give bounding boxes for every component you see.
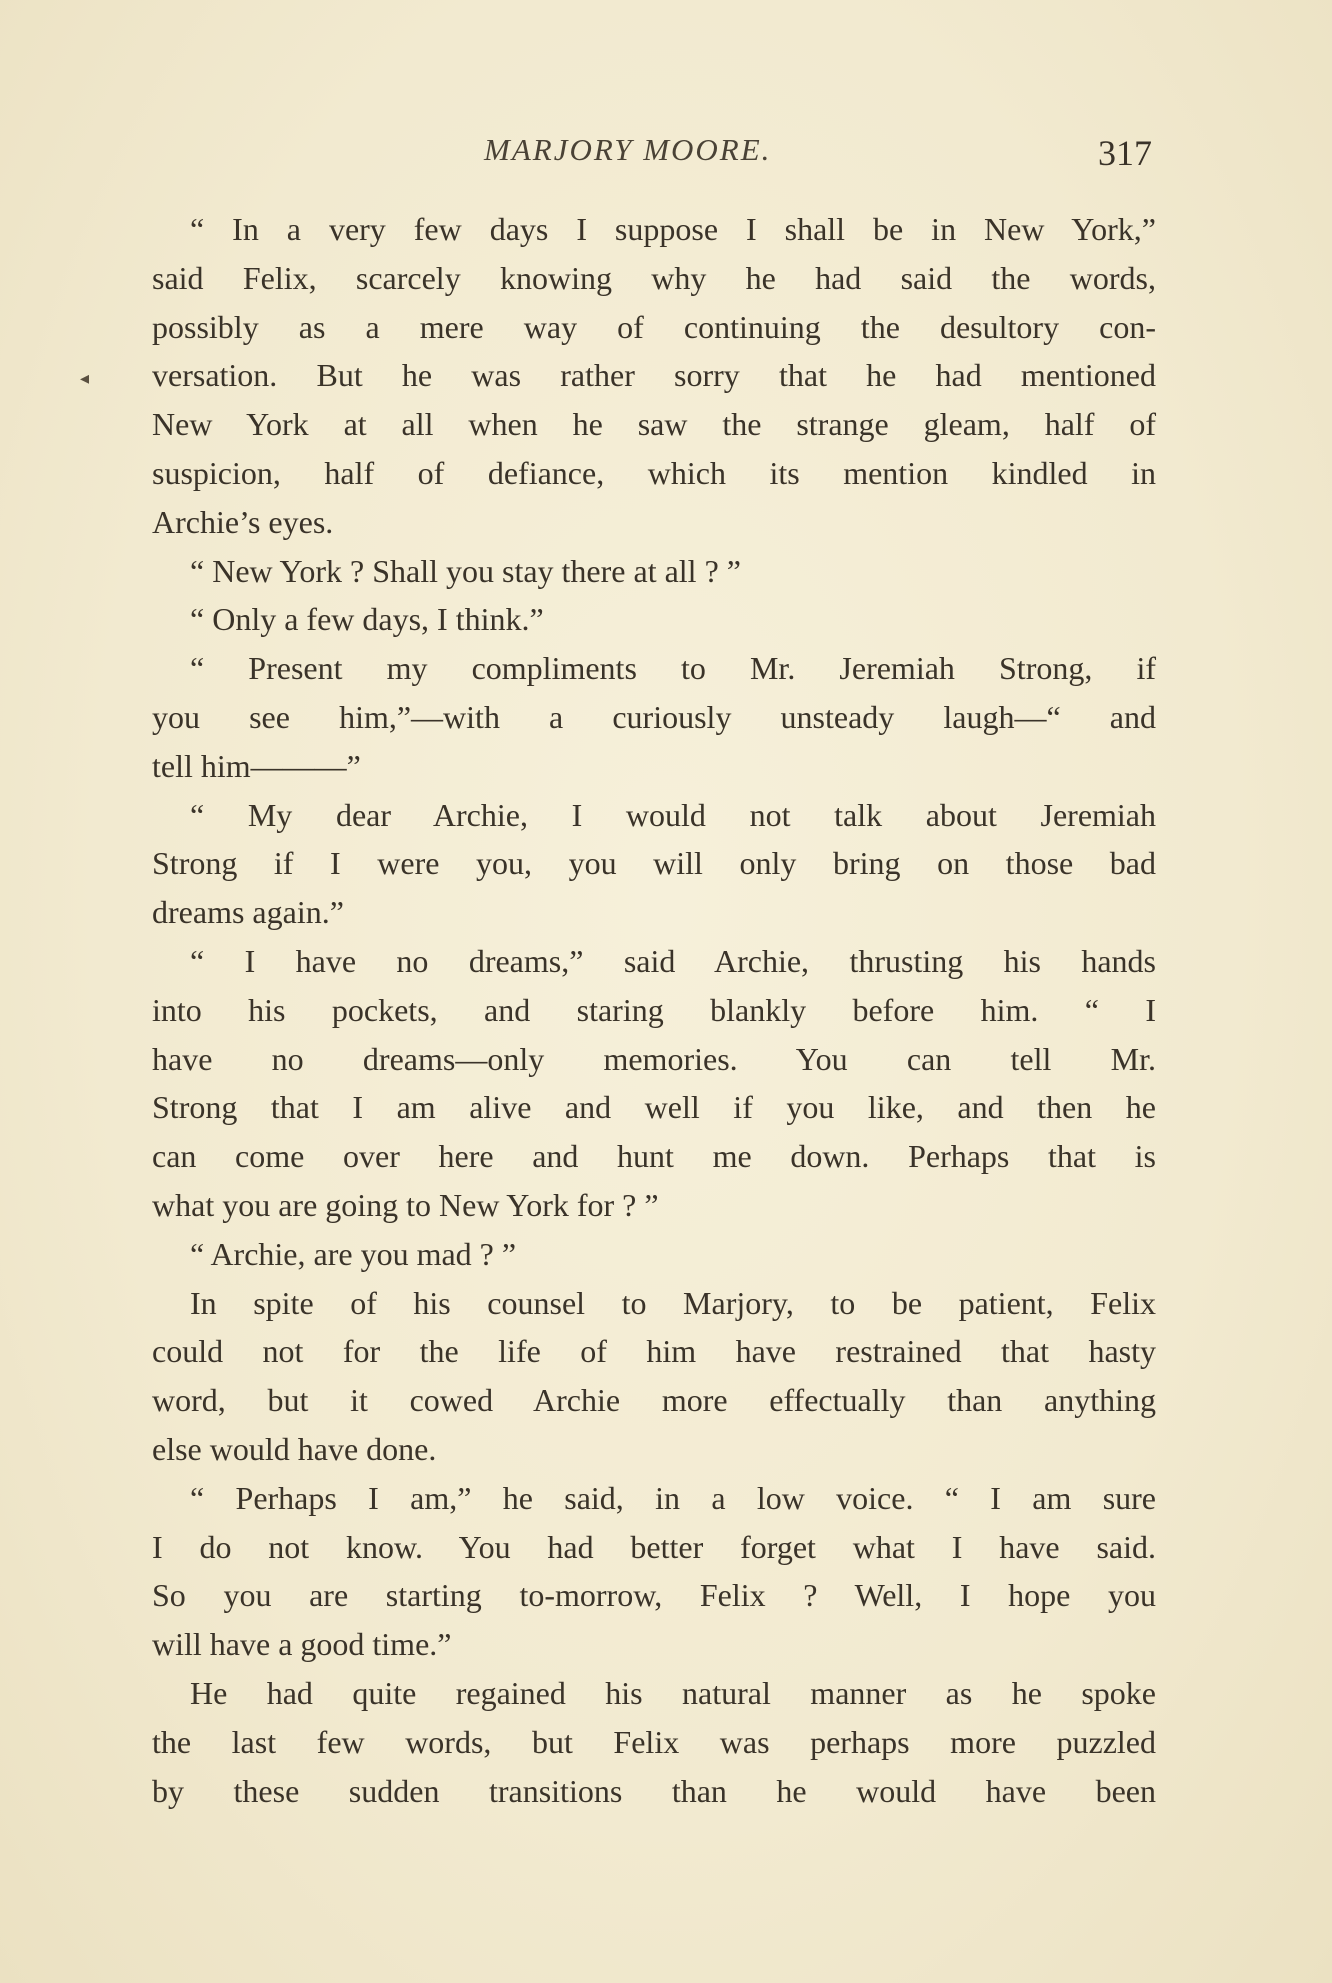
text-line: the last few words, but Felix was perhaps more puzzled <box>152 1723 1156 1760</box>
text-line: “ New York ? Shall you stay there at all ? ” <box>190 552 741 589</box>
text-line: can come over here and hunt me down. Perhaps that is <box>152 1138 1156 1175</box>
running-head <box>0 132 1332 182</box>
text-line: “ Perhaps I am,” he said, in a low voice. “ I am sure <box>190 1479 1156 1516</box>
text-line: “ I have no dreams,” said Archie, thrusting his hands <box>190 942 1156 979</box>
text-line: I do not know. You had better forget what I have said. <box>152 1528 1156 1565</box>
text-line: dreams again.” <box>152 894 344 931</box>
text-line: He had quite regained his natural manner as he spoke <box>190 1674 1156 1711</box>
text-line: by these sudden transitions than he would have been <box>152 1772 1156 1809</box>
text-line: you see him,”—with a curiously unsteady laugh—“ and <box>152 698 1156 735</box>
running-title: MARJORY MOORE. <box>484 132 772 167</box>
text-line: So you are starting to-morrow, Felix ? Well, I hope you <box>152 1577 1156 1614</box>
text-line: Archie’s eyes. <box>152 503 334 540</box>
text-line: “ In a very few days I suppose I shall be in New York,” <box>190 211 1156 247</box>
text-line: suspicion, half of defiance, which its mention kindled in <box>152 454 1156 491</box>
text-line: word, but it cowed Archie more effectually than anything <box>152 1382 1156 1419</box>
text-line: will have a good time.” <box>152 1626 452 1663</box>
text-line: “ Archie, are you mad ? ” <box>190 1235 517 1272</box>
text-line: into his pockets, and staring blankly before him. “ I <box>152 991 1156 1028</box>
body-text <box>152 205 1156 1815</box>
text-line: “ Present my compliments to Mr. Jeremiah Strong, if <box>190 650 1156 687</box>
text-line: Strong that I am alive and well if you like, and then he <box>152 1089 1156 1126</box>
text-line: could not for the life of him have restrained that hasty <box>152 1333 1156 1370</box>
page-number: 317 <box>1098 133 1152 173</box>
text-line: New York at all when he saw the strange gleam, half of <box>152 406 1156 443</box>
text-line: tell him———” <box>152 747 361 784</box>
margin-mark-icon: ◂ <box>80 368 90 388</box>
text-line: what you are going to New York for ? ” <box>152 1186 659 1223</box>
text-line: versation. But he was rather sorry that he had mentioned <box>152 357 1156 394</box>
text-line: Strong if I were you, you will only bring on those bad <box>152 845 1156 882</box>
text-line: “ Only a few days, I think.” <box>190 601 544 638</box>
text-line: In spite of his counsel to Marjory, to be patient, Felix <box>190 1284 1156 1321</box>
text-line: said Felix, scarcely knowing why he had said the words, <box>152 259 1156 296</box>
text-line: possibly as a mere way of continuing the desultory con- <box>152 308 1156 345</box>
text-line: “ My dear Archie, I would not talk about Jeremiah <box>190 796 1156 833</box>
text-line: have no dreams—only memories. You can tell Mr. <box>152 1040 1156 1077</box>
text-line: else would have done. <box>152 1430 437 1467</box>
